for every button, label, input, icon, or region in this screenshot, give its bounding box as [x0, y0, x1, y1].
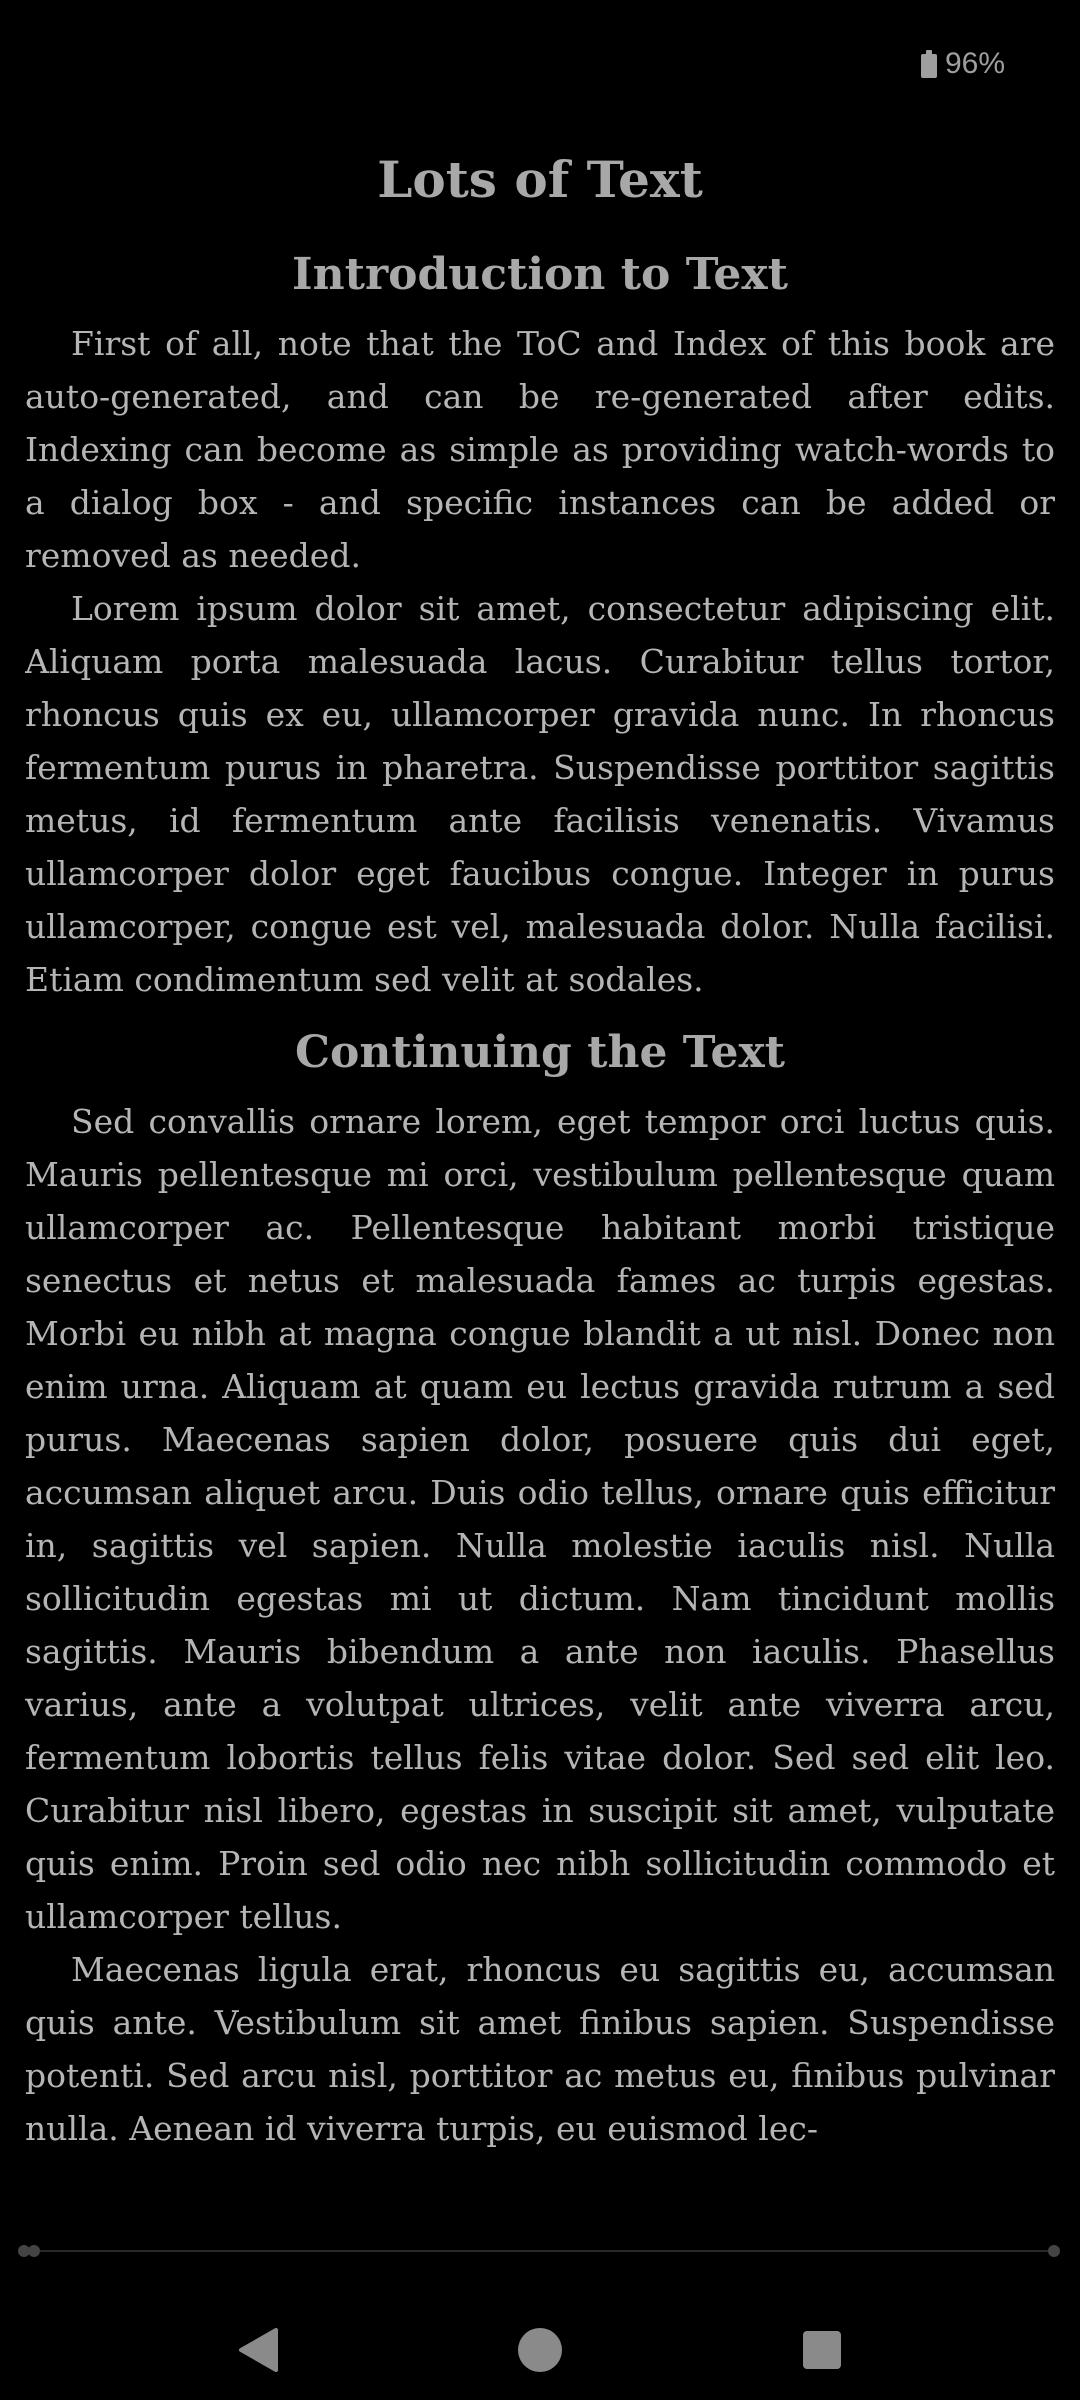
home-button[interactable]	[500, 2310, 580, 2390]
status-bar	[921, 44, 1005, 84]
progress-end-dot	[1048, 2245, 1060, 2257]
reading-progress-track[interactable]	[20, 2250, 1060, 2252]
book-title: Lots of Text	[377, 150, 703, 209]
home-circle-icon	[515, 2325, 565, 2375]
back-button[interactable]	[218, 2310, 298, 2390]
back-triangle-icon	[236, 2327, 280, 2373]
paragraph: Maecenas ligula erat, rhoncus eu sagittis eu, accumsan quis ante. Vestibulum sit amet finibus sapien. Suspendisse potenti. Sed arcu nisl, porttitor ac metus eu, finibus pulvinar nulla. Aenean id viverra turpis, eu euismod lec-	[25, 1950, 1055, 2149]
recents-button[interactable]	[782, 2310, 862, 2390]
paragraph: Sed convallis ornare lorem, eget tempor orci luctus quis. Mauris pellentesque mi orci, vestibulum pellentesque quam ullamcorper ac. Pellentesque habitant morbi tristique senectus et netus et malesuada fames ac turpis egestas. Morbi eu nibh at magna congue blandit a ut nisl. Donec non enim urna. Aliquam at quam eu lectus gravida rutrum a sed purus. Maecenas sapien dolor, posuere quis dui eget, accumsan aliquet arcu. Duis odio tellus, ornare quis efficitur in, sagittis vel sapien. Nulla molestie iaculis nisl. Nulla sollicitudin egestas mi ut dictum. Nam tincidunt mollis sagittis. Mauris bibendum a ante non iaculis. Phasellus varius, ante a volutpat ultrices, velit ante viverra arcu, fermentum lobortis tellus felis vitae dolor. Sed sed elit leo. Curabitur nisl libero, egestas in suscipit sit amet, vulputate quis enim. Proin sed odio nec nibh sollicitudin commodo et ullamcorper tellus.	[25, 1102, 1055, 1937]
battery-percent: 96%	[944, 47, 1005, 80]
chapter-title: Introduction to Text	[292, 249, 788, 300]
progress-current-dot[interactable]	[28, 2245, 40, 2257]
battery-icon	[921, 50, 937, 78]
recents-square-icon	[801, 2329, 843, 2371]
system-navigation-bar	[0, 2300, 1080, 2400]
paragraph: First of all, note that the ToC and Index of this book are auto-generated, and can be re-generated after edits. Indexing can become as simple as providing watch-words to a dialog box - and specific instances can be added or removed as needed.	[25, 324, 1055, 576]
paragraph: Lorem ipsum dolor sit amet, consectetur adipiscing elit. Aliquam porta malesuada lacus. Curabitur tellus tortor, rhoncus quis ex eu, ullamcorper gravida nunc. In rhoncus fermentum purus in pharetra. Suspendisse porttitor sagittis metus, id fermentum ante facilisis venenatis. Vivamus ullamcorper dolor eget faucibus congue. Integer in purus ullamcorper, congue est vel, malesuada dolor. Nulla facilisi. Etiam condimentum sed velit at sodales.	[25, 589, 1055, 1000]
chapter-title: Continuing the Text	[294, 1027, 786, 1079]
reader-page[interactable]	[25, 140, 1055, 2200]
